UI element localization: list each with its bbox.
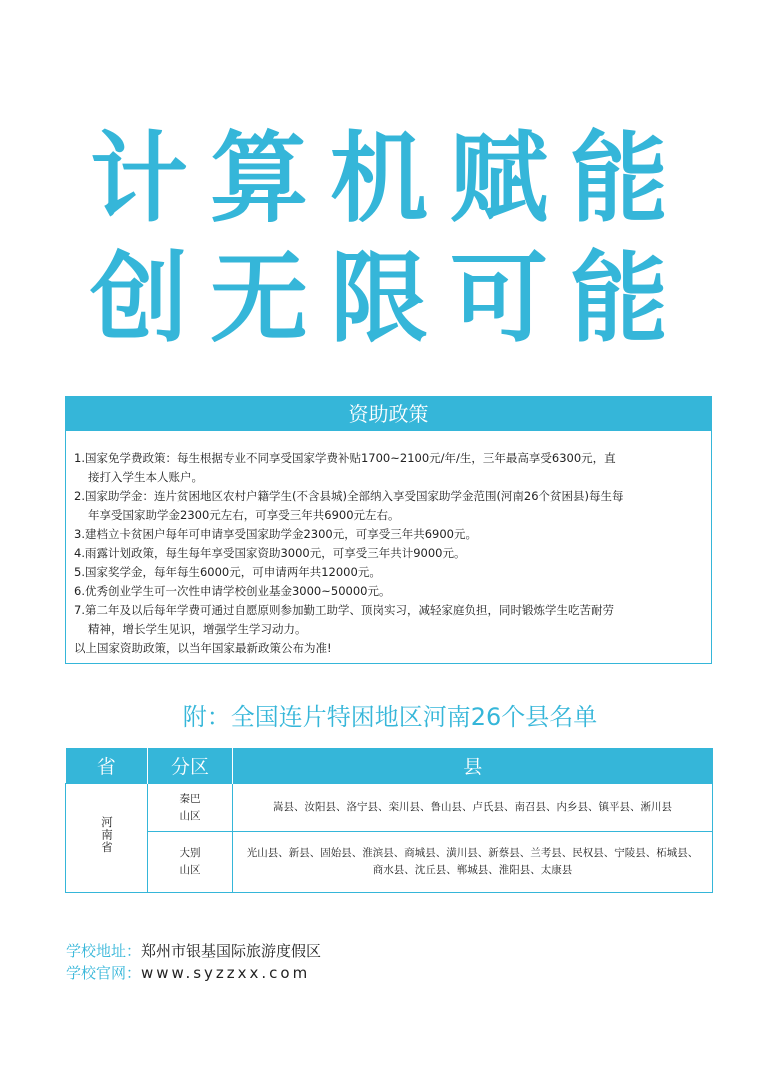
headline-line-1: 计算机赋能 — [90, 122, 691, 236]
policy-line: 4.雨露计划政策，每生每年享受国家资助3000元，可享受三年共计9000元。 — [74, 546, 466, 560]
county-list: 光山县、新县、固始县、淮滨县、商城县、潢川县、新蔡县、兰考县、民权县、宁陵县、柘城县、商水县、沈丘县、郸城县、淮阳县、太康县 — [233, 832, 713, 893]
table-row — [66, 784, 713, 832]
area-name-line: 山区 — [179, 809, 201, 822]
area-cell — [148, 784, 233, 832]
area-name-line: 秦巴 — [179, 792, 201, 805]
province-name: 河南省 — [100, 816, 114, 854]
header-county: 县 — [233, 748, 713, 784]
policy-line: 7.第二年及以后每年学费可通过自愿原则参加勤工助学、顶岗实习，减轻家庭负担，同时锻炼学生吃苦耐劳 — [74, 603, 614, 617]
policy-title: 资助政策 — [66, 397, 711, 431]
policy-line: 2.国家助学金：连片贫困地区农村户籍学生(不含县城)全部纳入享受国家助学金范围(河南26个贫困县)每生每 — [74, 489, 624, 503]
policy-line: 年享受国家助学金2300元左右，可享受三年共6900元左右。 — [88, 508, 400, 522]
school-website — [66, 962, 310, 984]
policy-line: 6.优秀创业学生可一次性申请学校创业基金3000~50000元。 — [74, 584, 391, 598]
area-name-line: 大别 — [179, 847, 201, 859]
policy-line: 3.建档立卡贫困户每年可申请享受国家助学金2300元，可享受三年共6900元。 — [74, 527, 478, 541]
table-header-row — [66, 748, 713, 784]
policy-line: 5.国家奖学金，每年每生6000元，可申请两年共12000元。 — [74, 565, 381, 579]
area-name-line: 山区 — [179, 864, 201, 876]
headline-line-2: 创无限可能 — [90, 242, 691, 356]
policy-box — [65, 396, 712, 664]
table-row — [66, 832, 713, 893]
address-value: 郑州市银基国际旅游度假区 — [141, 942, 322, 960]
header-area: 分区 — [148, 748, 233, 784]
policy-line: 接打入学生本人账户。 — [88, 470, 203, 484]
school-address — [66, 940, 321, 962]
county-list: 嵩县、汝阳县、洛宁县、栾川县、鲁山县、卢氏县、南召县、内乡县、镇平县、淅川县 — [233, 784, 713, 832]
policy-line: 以上国家资助政策，以当年国家最新政策公布为准! — [74, 641, 332, 655]
header-province: 省 — [66, 748, 148, 784]
county-table — [65, 748, 713, 893]
address-label: 学校地址： — [66, 942, 142, 960]
province-cell — [66, 784, 148, 893]
website-link[interactable]: www.syzzxx.com — [141, 964, 311, 982]
policy-body — [66, 431, 711, 658]
appendix-title: 附：全国连片特困地区河南26个县名单 — [182, 703, 598, 731]
policy-line: 精神，增长学生见识，增强学生学习动力。 — [88, 622, 307, 636]
website-label: 学校官网： — [66, 964, 142, 982]
area-cell — [148, 832, 233, 893]
policy-line: 1.国家免学费政策：每生根据专业不同享受国家学费补贴1700~2100元/年/生，三年最高享受6300元，直 — [74, 451, 616, 465]
